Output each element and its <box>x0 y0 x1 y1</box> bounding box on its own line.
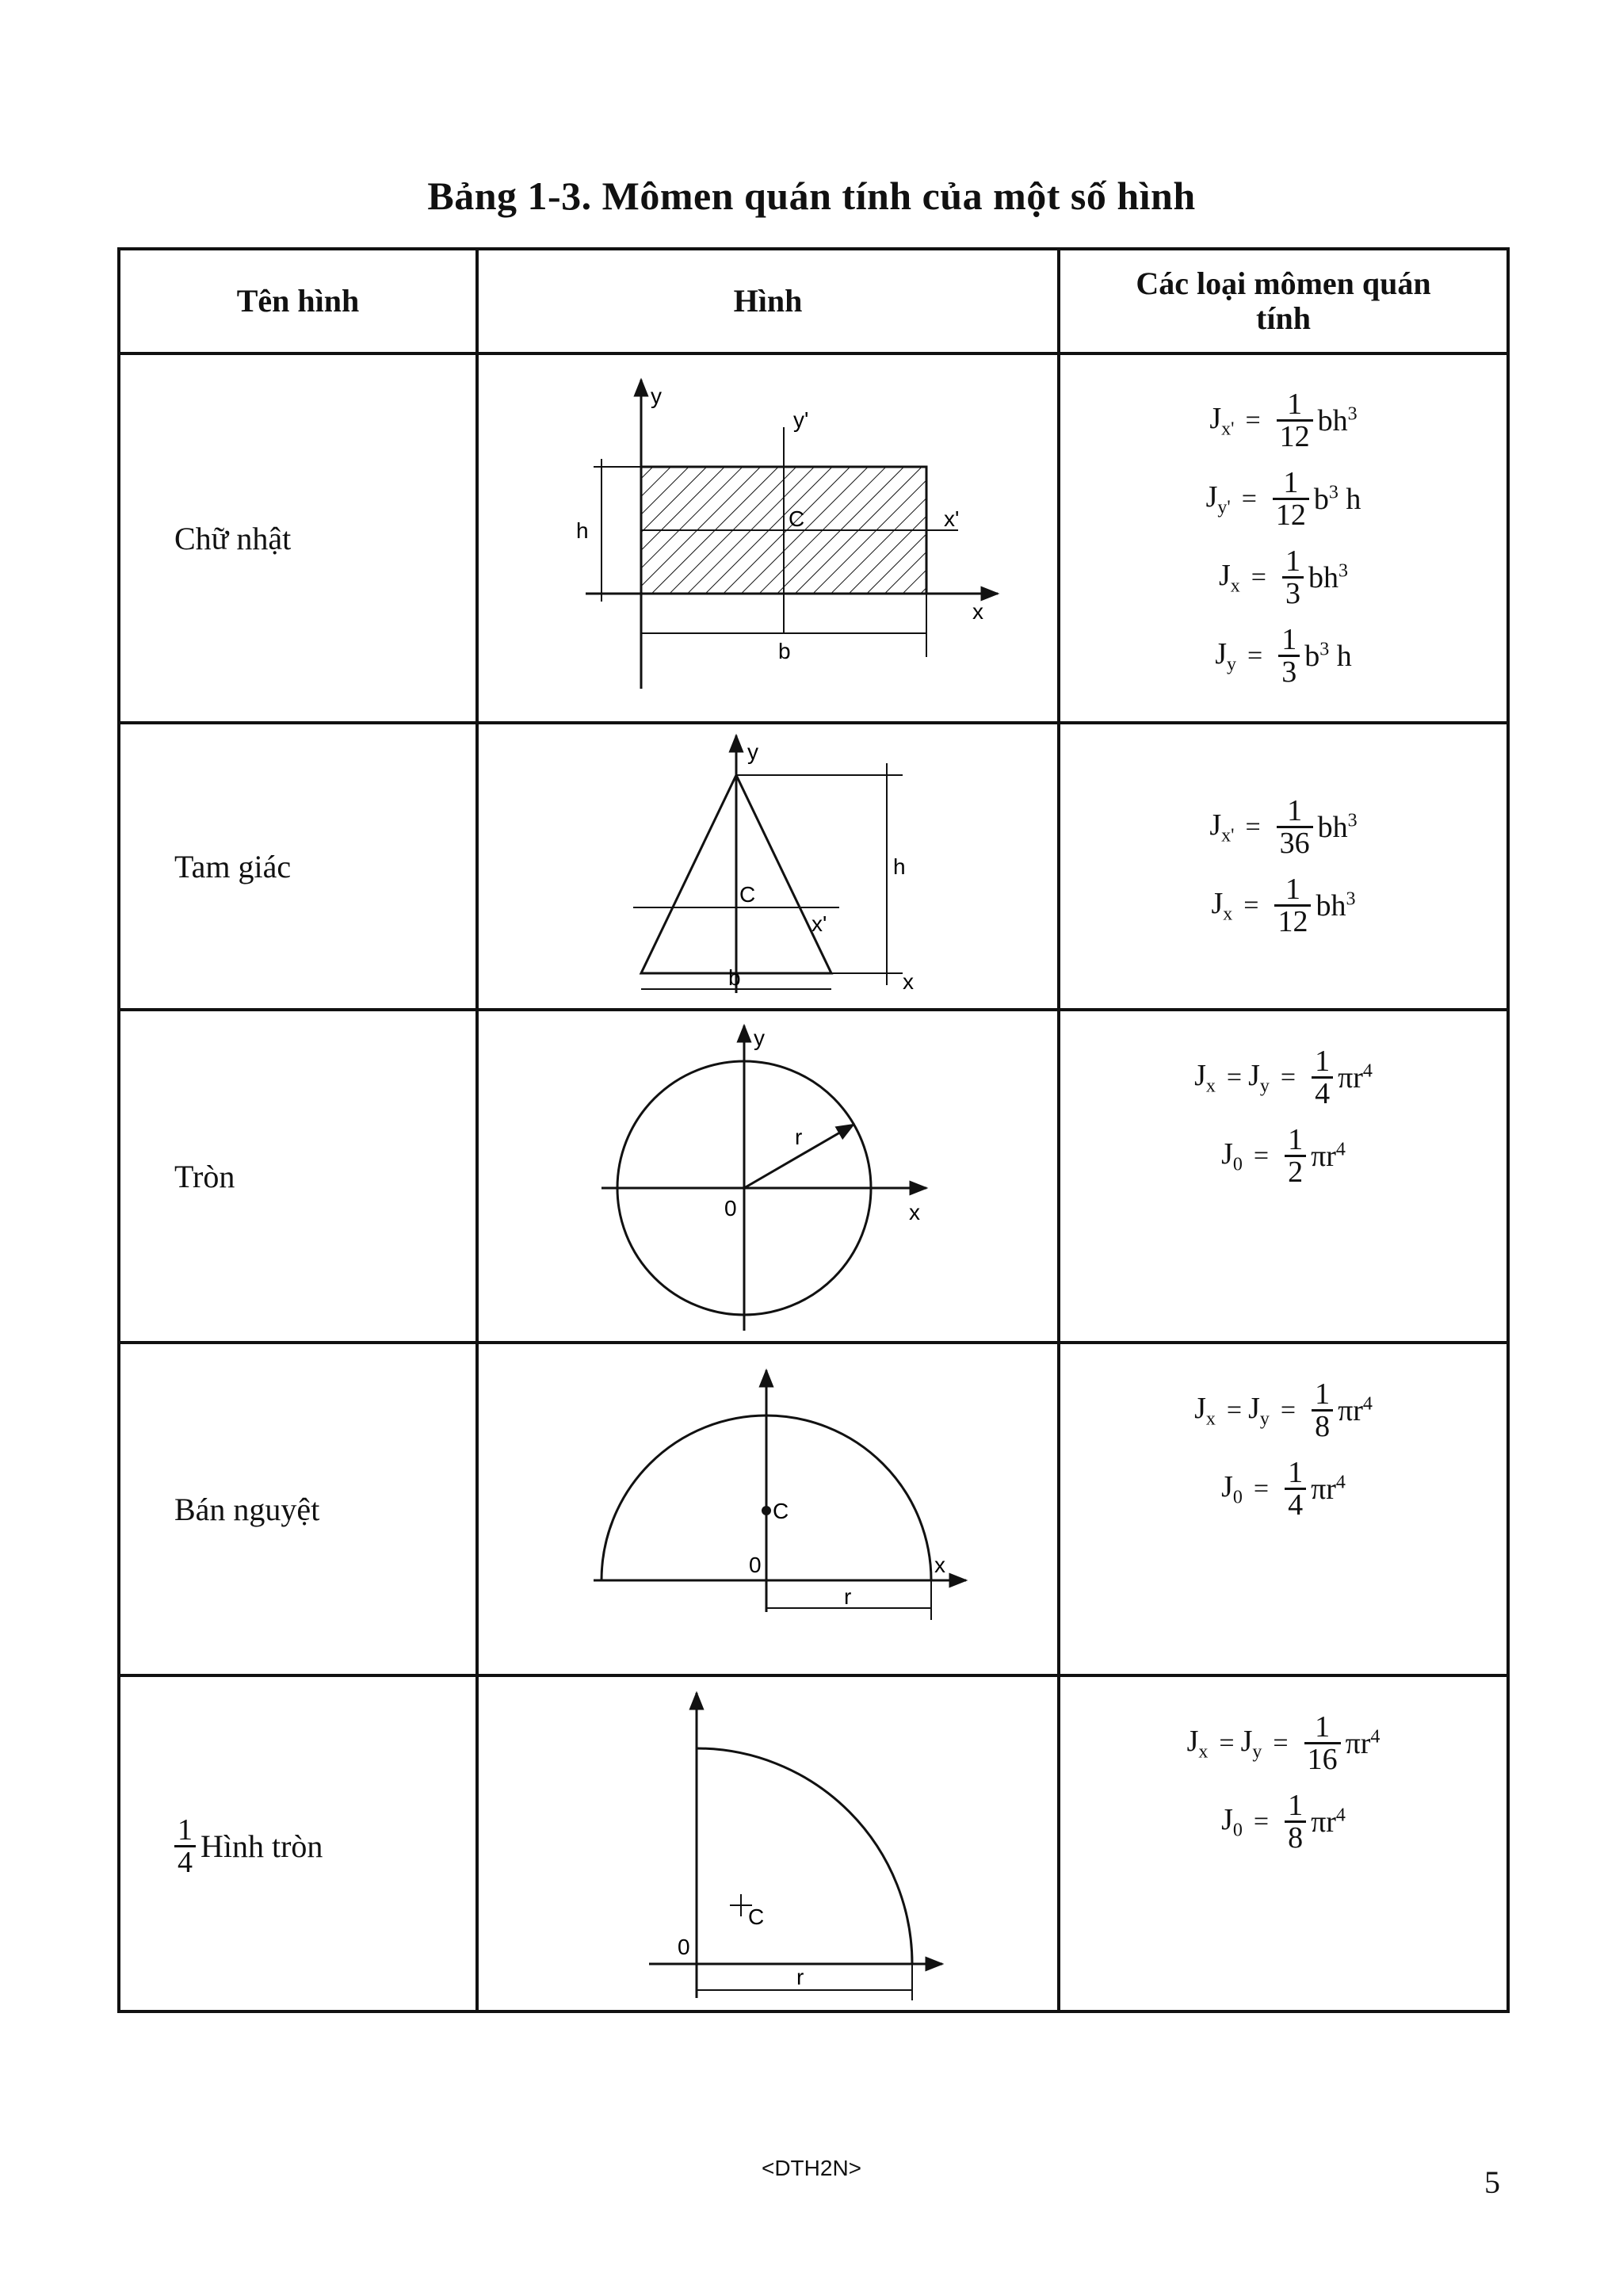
axis-label-x: x <box>909 1200 920 1224</box>
table-row <box>119 723 1508 1010</box>
axis-label-y: y <box>747 739 758 764</box>
axis-label-x-prime: x' <box>812 911 827 936</box>
figure-cell <box>477 353 1059 723</box>
formula-row: $J_x$ = $J_y$ = $\frac{1}{4}$ $\pi r^4$ <box>1194 1045 1373 1110</box>
formula-row: $J_{x'}$ = $\frac{1}{36}$ $bh^3$ <box>1209 794 1358 860</box>
axis-label-y-prime: y' <box>793 407 809 432</box>
shape-name: Tròn <box>119 1010 477 1343</box>
header-moments: Các loại mômen quán tính <box>1059 249 1508 353</box>
shape-name: $\frac{1}{4}$ Hình tròn <box>119 1675 477 2011</box>
formula-row: $J_0$ = $\frac{1}{8}$ $\pi r^4$ <box>1221 1789 1346 1855</box>
table-title: Bảng 1-3. Mômen quán tính của một số hình <box>427 174 1196 218</box>
formula-row: $J_x$ = $\frac{1}{12}$ $bh^3$ <box>1211 873 1356 938</box>
origin-label: 0 <box>749 1553 762 1577</box>
formula-cell <box>1059 723 1508 1010</box>
axis-label-x-prime: x' <box>944 506 960 531</box>
table-row <box>119 1675 1508 2011</box>
origin-label: 0 <box>724 1196 737 1221</box>
formula-cell <box>1059 1343 1508 1675</box>
width-label: b <box>728 965 741 990</box>
formula-cell <box>1059 1010 1508 1343</box>
origin-label: 0 <box>678 1935 690 1959</box>
figure-cell <box>477 723 1059 1010</box>
axis-label-x: x <box>934 1553 945 1577</box>
formula-row: $J_0$ = $\frac{1}{4}$ $\pi r^4$ <box>1221 1456 1346 1522</box>
centroid-label: C <box>773 1499 789 1523</box>
shape-name: Bán nguyệt <box>119 1343 477 1675</box>
header-name: Tên hình <box>119 249 477 353</box>
height-label: h <box>893 854 906 879</box>
axis-label-y: y <box>651 384 662 408</box>
formula-row: $J_x$ = $\frac{1}{3}$ $bh^3$ <box>1219 544 1348 610</box>
moments-table <box>117 247 1510 2013</box>
rectangle-figure <box>514 372 1022 705</box>
table-row <box>119 1343 1508 1675</box>
axis-label-x: x <box>903 969 914 994</box>
radius-label: r <box>844 1584 852 1609</box>
shape-name: Chữ nhật <box>119 353 477 723</box>
semicircle-figure <box>562 1350 974 1668</box>
formula-row: $J_y$ = $\frac{1}{3}$ $b^3$ h <box>1215 623 1352 689</box>
shape-name: Tam giác <box>119 723 477 1010</box>
table-header-row <box>119 249 1508 353</box>
circle-figure <box>586 1018 950 1335</box>
formula-cell <box>1059 1675 1508 2011</box>
formula-row: $J_x$ = $J_y$ = $\frac{1}{16}$ $\pi r^4$ <box>1186 1710 1381 1776</box>
page-footer: <DTH2N> <box>761 2156 862 2180</box>
formula-row: $J_x$ = $J_y$ = $\frac{1}{8}$ $\pi r^4$ <box>1194 1377 1373 1443</box>
axis-label-y: y <box>754 1026 765 1050</box>
formula-row: $J_{y'}$ = $\frac{1}{12}$ $b^3$ h <box>1205 466 1361 532</box>
axis-label-x: x <box>972 599 983 624</box>
height-label: h <box>576 518 589 543</box>
quarter-circle-figure <box>586 1685 950 2002</box>
table-row <box>119 353 1508 723</box>
formula-cell <box>1059 353 1508 723</box>
formula-row: $J_0$ = $\frac{1}{2}$ $\pi r^4$ <box>1221 1123 1346 1189</box>
formula-row: $J_{x'}$ = $\frac{1}{12}$ $bh^3$ <box>1209 388 1358 453</box>
page-number: 5 <box>1484 2164 1500 2200</box>
centroid-label: C <box>739 882 756 907</box>
centroid-label: C <box>789 506 805 531</box>
triangle-figure <box>570 732 966 1001</box>
figure-cell <box>477 1675 1059 2011</box>
width-label: b <box>778 639 791 663</box>
figure-cell <box>477 1010 1059 1343</box>
header-figure: Hình <box>477 249 1059 353</box>
table-row <box>119 1010 1508 1343</box>
figure-cell <box>477 1343 1059 1675</box>
centroid-label: C <box>748 1904 765 1929</box>
radius-label: r <box>796 1965 804 1989</box>
radius-label: r <box>795 1125 803 1149</box>
